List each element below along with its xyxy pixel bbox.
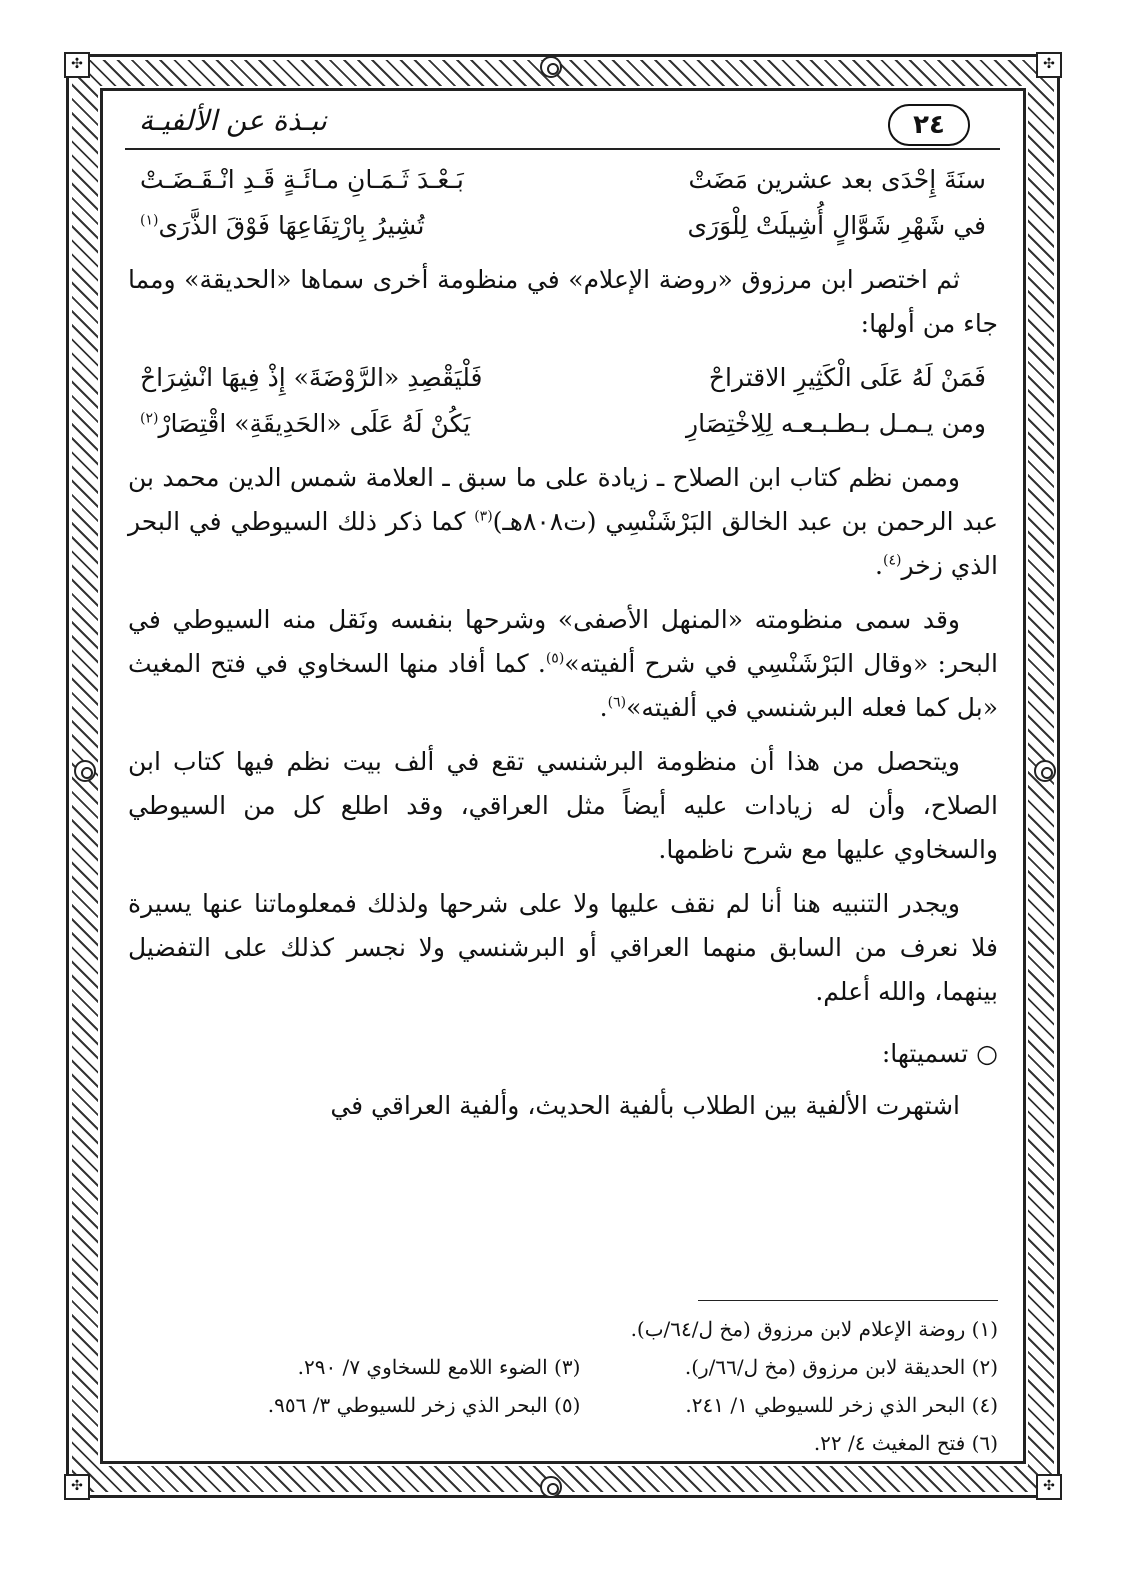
verse-line — [128, 402, 998, 448]
footnote: (٣) الضوء اللامع للسخاوي ٧/ ٢٩٠. — [297, 1355, 581, 1379]
corner-ornament-icon: ✣ — [64, 1474, 90, 1500]
paragraph-text: وقد سمى منظومته «المنهل الأصفى» وشرحها بنفسه ونَقل منه السيوطي في البحر: «وقال البَرْشَنْسِي في شرح ألفيته» — [128, 605, 998, 678]
paragraph — [128, 456, 998, 588]
footnote: (٤) البحر الذي زخر للسيوطي ١/ ٢٤١. — [685, 1393, 998, 1417]
paragraph: ثم اختصر ابن مرزوق «روضة الإعلام» في منظومة أخرى سماها «الحديقة» ومما جاء من أولها: — [128, 265, 998, 338]
verse-hemistich-right: سنَةَ إِحْدَى بعد عشرين مَضَتْ — [688, 165, 986, 194]
paragraph: اشتهرت الألفية بين الطلاب بألفية الحديث، وألفية العراقي في — [330, 1091, 960, 1120]
paragraph-text: . كما أفاد منها السخاوي في فتح المغيث «بل كما فعله البرشنسي في ألفيته» — [128, 649, 998, 722]
footnote: (١) روضة الإعلام لابن مرزوق (مخ ل/٦٤/ب). — [630, 1317, 998, 1341]
corner-ornament-icon: ✣ — [1036, 1474, 1062, 1500]
footnote: (٦) فتح المغيث ٤/ ٢٢. — [813, 1431, 998, 1455]
footnote: (٢) الحديقة لابن مرزوق (مخ ل/٦٦/ر). — [684, 1355, 998, 1379]
verse-hemistich-right: ومن يـمـل بـطـبـعـه لِلِاخْتِصَارِ — [686, 409, 986, 438]
footnote-ref: (٤) — [883, 552, 902, 569]
swirl-ornament-icon — [540, 1476, 562, 1498]
corner-ornament-icon: ✣ — [1036, 52, 1062, 78]
swirl-ornament-icon — [540, 56, 562, 78]
verses-block — [128, 158, 998, 250]
swirl-ornament-icon — [74, 760, 96, 782]
footnote-row — [128, 1424, 998, 1462]
running-title: نبـذة عن الألفيـة — [139, 104, 327, 137]
paragraph-text: كما ذكر ذلك السيوطي في البحر الذي زخر — [128, 507, 998, 580]
verse-hemistich-left: بَـعْـدَ ثَـمَـانِ مـائَـةٍ قَـدِ انْـقَـضَـتْ — [140, 165, 464, 194]
paragraph-text: . — [875, 551, 883, 580]
verse-hemistich-right: فَمَنْ لَهُ عَلَى الْكَثِيرِ الاقتراحْ — [708, 363, 986, 392]
verse-hemistich-left: فَلْيَقْصِدِ «الرَّوْضَةَ» إِذْ فِيهَا انْشِرَاحْ — [140, 363, 483, 392]
page-header — [125, 100, 1000, 150]
verse-line — [128, 204, 998, 250]
footnote-row — [128, 1348, 998, 1386]
verse-hemistich-left: تُشِيرُ بِارْتِفَاعِهَا فَوْقَ الذَّرَى — [158, 211, 425, 240]
corner-ornament-icon: ✣ — [64, 52, 90, 78]
footnote-ref: (٢) — [140, 410, 159, 427]
section-heading: ○ تسميتها: — [881, 1039, 998, 1068]
footnote-ref: (٦) — [607, 694, 627, 711]
footnotes — [128, 1310, 998, 1462]
footnote-row — [128, 1310, 998, 1348]
main-text — [128, 154, 998, 1138]
verse-line — [128, 158, 998, 204]
verse-hemistich-right: في شَهْرِ شَوَّالٍ أُشِيلَتْ لِلْوَرَى — [687, 211, 986, 240]
footnote-ref: (٥) — [545, 650, 565, 667]
footnote-ref: (٣) — [474, 508, 493, 525]
verse-line — [128, 356, 998, 402]
paragraph: ويجدر التنبيه هنا أنا لم نقف عليها ولا على شرحها ولذلك فمعلوماتنا عنها يسيرة فلا نعرف من السابق منهما العراقي أو البرشنسي ولا نجسر كذلك على التفضيل بينهما، والله أعلم. — [128, 889, 998, 1006]
footnote-row — [128, 1386, 998, 1424]
footnote-rule — [698, 1300, 998, 1301]
footnote: (٥) البحر الذي زخر للسيوطي ٣/ ٩٥٦. — [267, 1393, 581, 1417]
paragraph — [128, 598, 998, 730]
paragraph-text: وممن نظم كتاب ابن الصلاح ـ زيادة على ما سبق ـ العلامة شمس الدين محمد بن عبد الرحمن بن عبد الخالق البَرْشَنْسِي (ت٨٠٨هـ) — [128, 463, 998, 536]
verses-block — [128, 356, 998, 448]
verse-hemistich-left: يَكُنْ لَهُ عَلَى «الحَدِيقَةِ» اقْتِصَارْ — [158, 409, 471, 438]
paragraph-text: . — [599, 693, 608, 722]
paragraph: ويتحصل من هذا أن منظومة البرشنسي تقع في ألف بيت نظم فيها كتاب ابن الصلاح، وأن له زيادات عليه أيضاً مثل العراقي، وقد اطلع كل من السيوطي والسخاوي عليها مع شرح ناظمها. — [128, 747, 998, 864]
footnote-ref: (١) — [140, 212, 159, 229]
page-number: ٢٤ — [888, 104, 970, 146]
swirl-ornament-icon — [1034, 760, 1056, 782]
